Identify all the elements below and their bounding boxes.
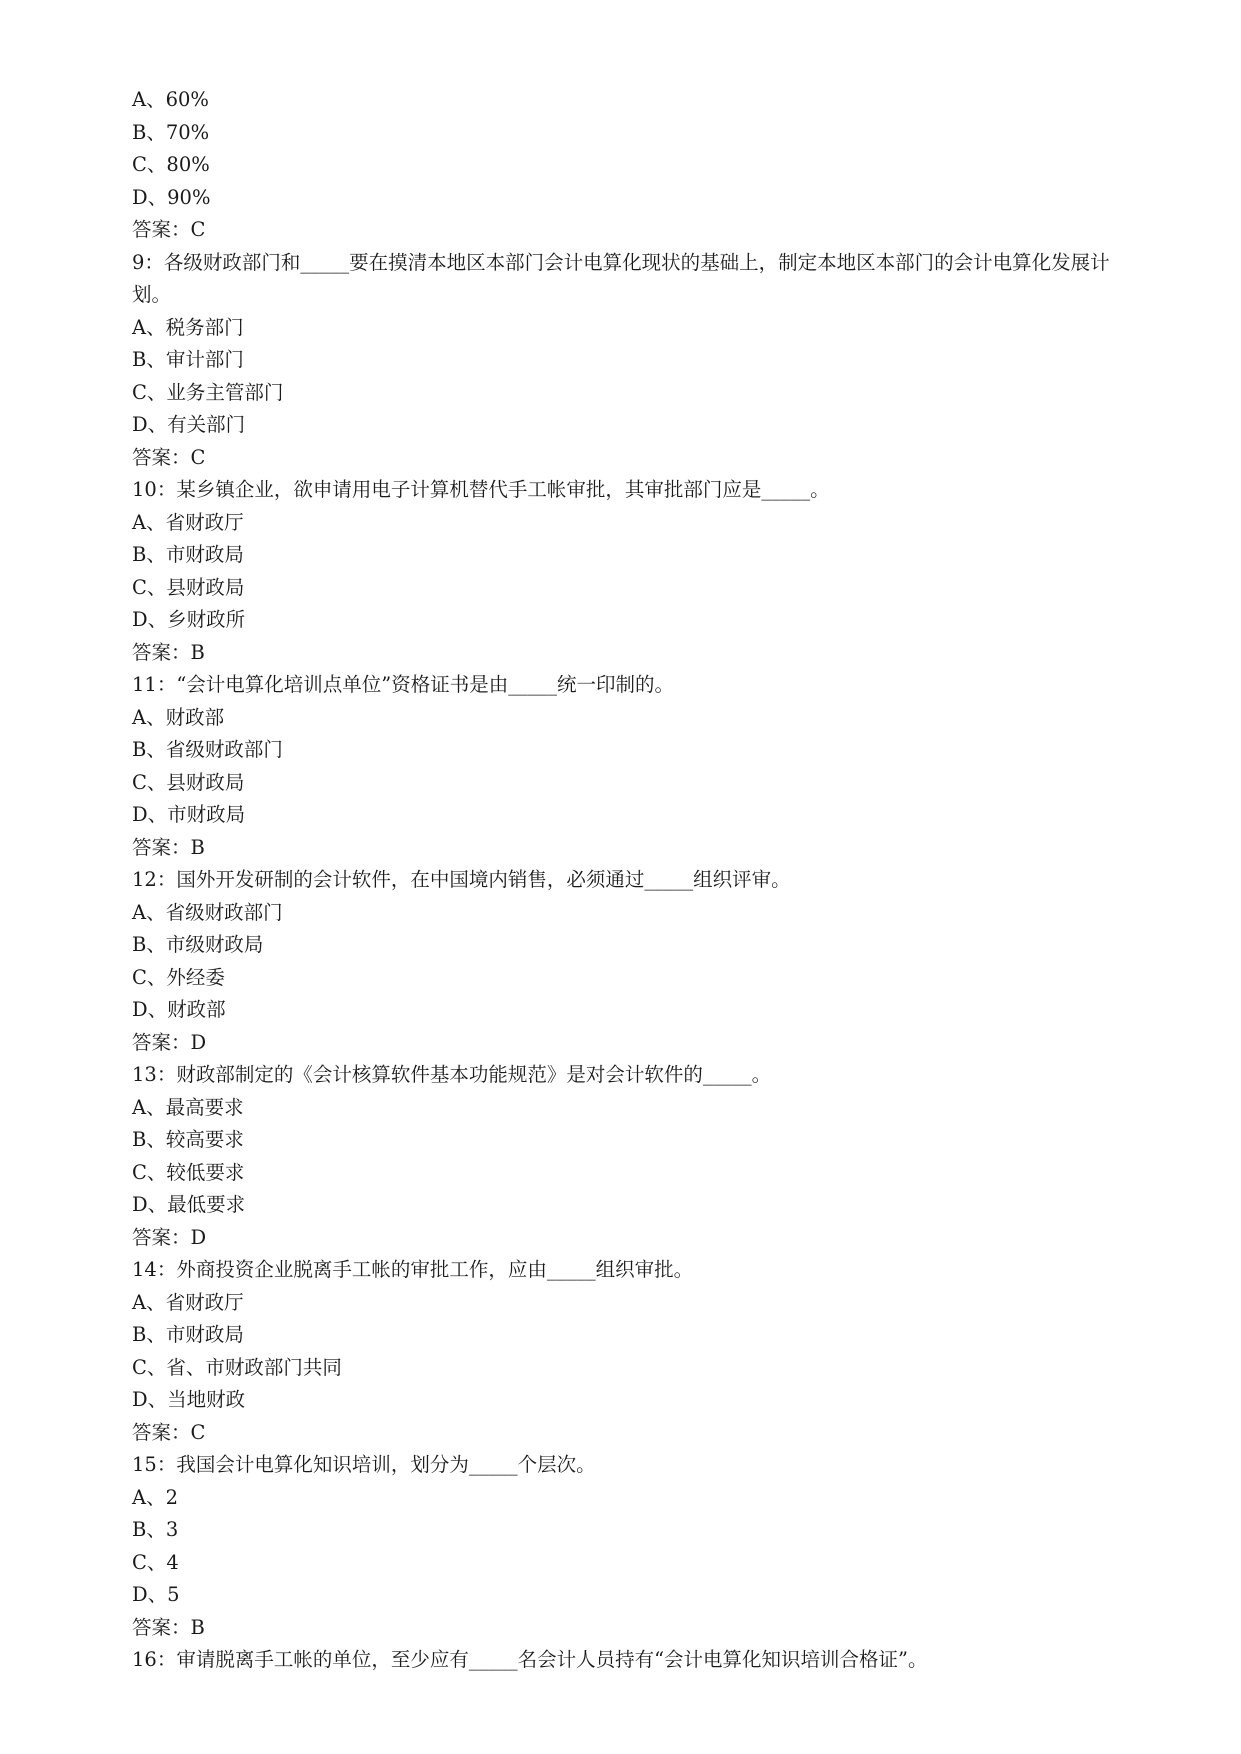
text-line: A、财政部 <box>132 705 225 729</box>
text-line: 答案：C <box>132 218 206 241</box>
text-line: D、乡财政所 <box>132 608 246 631</box>
text-line: 答案：D <box>132 1030 207 1054</box>
text-line: B、3 <box>132 1518 179 1541</box>
text-line: C、较低要求 <box>132 1160 245 1184</box>
text-line: 13：财政部制定的《会计核算软件基本功能规范》是对会计软件的_____。 <box>132 1063 772 1086</box>
text-line: D、5 <box>132 1583 180 1606</box>
text-line: 答案：B <box>132 1615 205 1639</box>
text-line: D、财政部 <box>132 998 226 1021</box>
text-line: B、省级财政部门 <box>132 738 283 761</box>
text-line: 12：国外开发研制的会计软件，在中国境内销售，必须通过_____组织评审。 <box>132 868 791 891</box>
text-line: C、省、市财政部门共同 <box>132 1355 342 1379</box>
text-line: 答案：B <box>132 640 205 664</box>
text-line: B、审计部门 <box>132 348 244 371</box>
text-line: 答案：C <box>132 1420 206 1444</box>
document-body <box>132 84 1112 1677</box>
text-line: A、60% <box>132 88 209 111</box>
text-line: 16：审请脱离手工帐的单位，至少应有_____名会计人员持有“会计电算化知识培训合格证”。 <box>132 1648 928 1671</box>
text-line: B、70% <box>132 120 210 144</box>
text-line: A、最高要求 <box>132 1095 244 1119</box>
text-line: D、90% <box>132 185 211 209</box>
text-line: A、省财政厅 <box>132 510 244 534</box>
text-line: C、4 <box>132 1550 179 1574</box>
text-line: 14：外商投资企业脱离手工帐的审批工作，应由_____组织审批。 <box>132 1258 694 1281</box>
text-line: 答案：C <box>132 445 206 469</box>
text-line: C、县财政局 <box>132 770 245 794</box>
text-line: B、市财政局 <box>132 543 244 566</box>
text-line: A、2 <box>132 1485 178 1509</box>
text-line: 答案：B <box>132 835 205 859</box>
text-line: 15：我国会计电算化知识培训，划分为_____个层次。 <box>132 1453 596 1476</box>
text-line: A、省财政厅 <box>132 1290 244 1314</box>
text-line: 9：各级财政部门和_____要在摸清本地区本部门会计电算化现状的基础上，制定本地区本部门的会计电算化发展计划。 <box>132 250 1110 306</box>
text-line: D、最低要求 <box>132 1193 246 1216</box>
text-line: 11：“会计电算化培训点单位”资格证书是由_____统一印制的。 <box>132 673 675 696</box>
text-line: D、有关部门 <box>132 413 246 436</box>
text-line: A、省级财政部门 <box>132 900 283 924</box>
text-line: D、市财政局 <box>132 803 246 826</box>
text-line: 答案：D <box>132 1225 207 1249</box>
text-line: D、当地财政 <box>132 1388 246 1411</box>
text-line: A、税务部门 <box>132 315 244 339</box>
text-line: C、80% <box>132 153 210 176</box>
text-line: C、外经委 <box>132 965 225 989</box>
text-line: C、业务主管部门 <box>132 380 284 404</box>
text-line: B、市财政局 <box>132 1323 244 1346</box>
text-line: B、市级财政局 <box>132 933 264 956</box>
text-line: 10：某乡镇企业，欲申请用电子计算机替代手工帐审批，其审批部门应是_____。 <box>132 478 830 501</box>
text-line: C、县财政局 <box>132 575 245 599</box>
text-line: B、较高要求 <box>132 1128 244 1151</box>
